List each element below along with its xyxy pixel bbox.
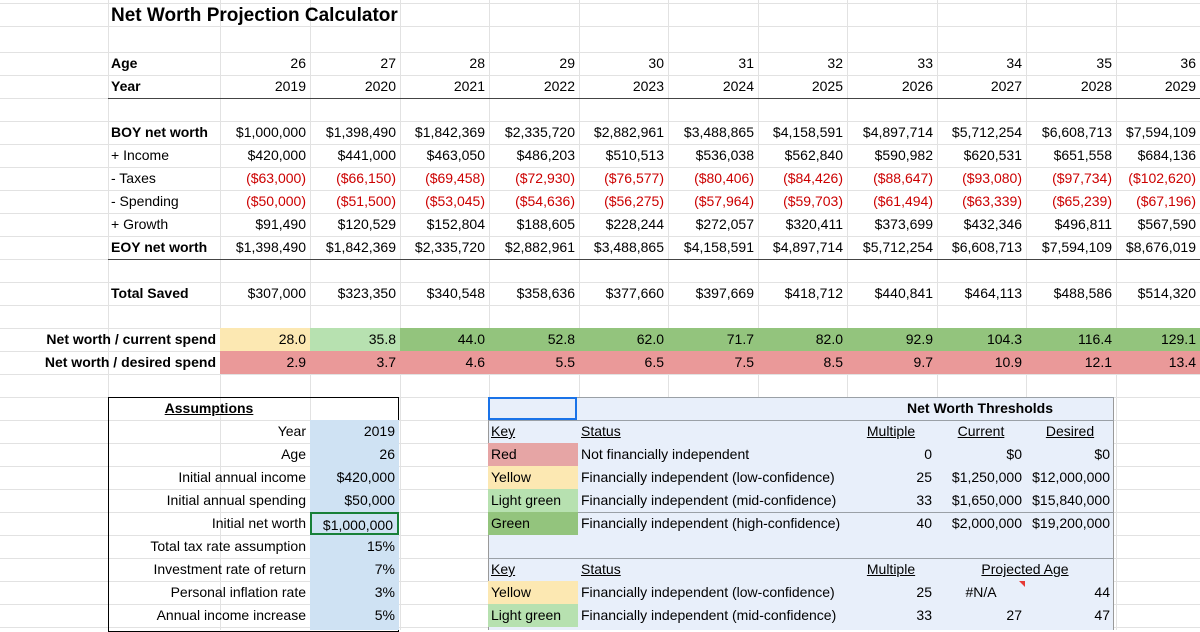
projected-header-age: Projected Age xyxy=(981,561,1069,577)
ratio-desired-cell[interactable]: 2.9 xyxy=(220,351,310,374)
row-separator xyxy=(108,259,1200,260)
assumptions-title: Assumptions xyxy=(164,400,254,416)
ratio-current-cell[interactable]: 71.7 xyxy=(668,328,758,351)
ratio-current-cell[interactable]: 92.9 xyxy=(847,328,937,351)
row-label: + Growth xyxy=(111,216,169,232)
year-cell[interactable]: 2023 xyxy=(632,78,664,94)
age-cell[interactable]: 26 xyxy=(290,55,306,71)
projection-cell[interactable]: ($65,239) xyxy=(1052,193,1112,209)
projection-cell[interactable]: $651,558 xyxy=(1053,147,1112,163)
ratio-desired-cell[interactable]: 3.7 xyxy=(310,351,400,374)
total-saved-cell[interactable]: $514,320 xyxy=(1137,285,1196,301)
ratio-current-cell[interactable]: 116.4 xyxy=(1026,328,1116,351)
projection-cell[interactable]: $5,712,254 xyxy=(862,239,933,255)
projection-cell[interactable]: $2,882,961 xyxy=(593,124,664,140)
threshold-status[interactable]: Financially independent (low-confidence) xyxy=(581,469,835,485)
ratio-current-label: Net worth / current spend xyxy=(46,331,216,347)
projected-multiple[interactable]: 33 xyxy=(916,607,932,623)
assumption-label: Initial annual income xyxy=(178,469,306,485)
threshold-key[interactable]: Light green xyxy=(488,489,578,512)
total-saved-cell[interactable]: $340,548 xyxy=(426,285,485,301)
projection-cell[interactable]: $684,136 xyxy=(1137,147,1196,163)
projection-cell[interactable]: $7,594,109 xyxy=(1041,239,1112,255)
projection-cell[interactable]: ($57,964) xyxy=(694,193,754,209)
projection-cell[interactable]: ($67,196) xyxy=(1136,193,1196,209)
projection-cell[interactable]: ($97,734) xyxy=(1052,170,1112,186)
projection-cell[interactable]: ($69,458) xyxy=(425,170,485,186)
age-cell[interactable]: 29 xyxy=(559,55,575,71)
projection-cell[interactable]: $188,605 xyxy=(516,216,575,232)
projection-cell[interactable]: $510,513 xyxy=(605,147,664,163)
projection-cell[interactable]: $567,590 xyxy=(1137,216,1196,232)
assumption-label: Initial annual spending xyxy=(166,492,306,508)
year-cell[interactable]: 2024 xyxy=(722,78,754,94)
projected-age-current[interactable]: 27 xyxy=(1006,607,1022,623)
projection-cell[interactable]: $4,897,714 xyxy=(772,239,843,255)
projection-cell[interactable]: $620,531 xyxy=(963,147,1022,163)
projected-status[interactable]: Financially independent (mid-confidence) xyxy=(581,607,837,623)
projection-cell[interactable]: $2,335,720 xyxy=(504,124,575,140)
projection-cell[interactable]: ($53,045) xyxy=(425,193,485,209)
projection-cell[interactable]: $2,335,720 xyxy=(414,239,485,255)
projection-cell[interactable]: $272,057 xyxy=(695,216,754,232)
ratio-desired-cell[interactable]: 9.7 xyxy=(847,351,937,374)
threshold-status[interactable]: Not financially independent xyxy=(581,446,750,462)
assumption-label: Personal inflation rate xyxy=(170,584,306,600)
assumption-label: Initial net worth xyxy=(211,515,306,531)
threshold-current[interactable]: $2,000,000 xyxy=(951,515,1022,531)
projection-cell[interactable]: $1,398,490 xyxy=(325,124,396,140)
age-cell[interactable]: 34 xyxy=(1006,55,1022,71)
year-cell[interactable]: 2020 xyxy=(364,78,396,94)
assumption-value-input[interactable]: 7% xyxy=(374,561,395,577)
header-multiple: Multiple xyxy=(866,423,916,439)
threshold-desired[interactable]: $0 xyxy=(1094,446,1110,462)
total-saved-cell[interactable]: $418,712 xyxy=(784,285,843,301)
total-saved-cell[interactable]: $397,669 xyxy=(695,285,754,301)
threshold-multiple[interactable]: 0 xyxy=(924,446,932,462)
threshold-current[interactable]: $0 xyxy=(1006,446,1022,462)
assumption-value-input[interactable]: 5% xyxy=(374,607,395,623)
threshold-desired[interactable]: $12,000,000 xyxy=(1032,469,1110,485)
projection-cell[interactable]: ($84,426) xyxy=(783,170,843,186)
assumption-label: Age xyxy=(281,446,306,462)
projection-cell[interactable]: $562,840 xyxy=(784,147,843,163)
threshold-desired[interactable]: $15,840,000 xyxy=(1032,492,1110,508)
projection-cell[interactable]: ($51,500) xyxy=(336,193,396,209)
projected-status[interactable]: Financially independent (low-confidence) xyxy=(581,584,835,600)
ratio-desired-cell[interactable]: 6.5 xyxy=(579,351,668,374)
projection-cell[interactable]: ($93,080) xyxy=(962,170,1022,186)
year-cell[interactable]: 2019 xyxy=(274,78,306,94)
year-cell[interactable]: 2029 xyxy=(1164,78,1196,94)
year-label: Year xyxy=(111,78,141,94)
projection-cell[interactable]: $4,897,714 xyxy=(862,124,933,140)
threshold-current[interactable]: $1,250,000 xyxy=(951,469,1022,485)
projection-cell[interactable]: $486,203 xyxy=(516,147,575,163)
projection-cell[interactable]: $441,000 xyxy=(337,147,396,163)
projected-header-multiple: Multiple xyxy=(866,561,916,577)
threshold-key[interactable]: Yellow xyxy=(488,466,578,489)
selected-cell[interactable] xyxy=(488,397,577,420)
ratio-current-cell[interactable]: 129.1 xyxy=(1116,328,1200,351)
ratio-desired-cell[interactable]: 5.5 xyxy=(489,351,579,374)
projection-cell[interactable]: $3,488,865 xyxy=(593,239,664,255)
projection-cell[interactable]: $373,699 xyxy=(874,216,933,232)
projection-cell[interactable]: $152,804 xyxy=(426,216,485,232)
ratio-desired-cell[interactable]: 7.5 xyxy=(668,351,758,374)
total-saved-cell[interactable]: $464,113 xyxy=(964,285,1022,301)
threshold-multiple[interactable]: 25 xyxy=(916,469,932,485)
projection-cell[interactable]: $5,712,254 xyxy=(951,124,1022,140)
ratio-desired-cell[interactable]: 4.6 xyxy=(400,351,489,374)
projection-cell[interactable]: $8,676,019 xyxy=(1125,239,1196,255)
ratio-current-cell[interactable]: 62.0 xyxy=(579,328,668,351)
projected-key[interactable]: Yellow xyxy=(488,581,578,604)
projection-cell[interactable]: $432,346 xyxy=(963,216,1022,232)
assumption-label: Annual income increase xyxy=(156,607,306,623)
projection-cell[interactable]: $120,529 xyxy=(337,216,396,232)
age-cell[interactable]: 36 xyxy=(1180,55,1196,71)
age-cell[interactable]: 31 xyxy=(738,55,754,71)
ratio-desired-label: Net worth / desired spend xyxy=(44,354,216,370)
age-cell[interactable]: 27 xyxy=(380,55,396,71)
projection-cell[interactable]: $3,488,865 xyxy=(683,124,754,140)
age-cell[interactable]: 32 xyxy=(827,55,843,71)
total-saved-cell[interactable]: $307,000 xyxy=(247,285,306,301)
year-cell[interactable]: 2025 xyxy=(811,78,843,94)
total-saved-label: Total Saved xyxy=(111,285,189,301)
assumption-value-input[interactable]: $420,000 xyxy=(336,469,395,485)
projection-cell[interactable]: ($102,620) xyxy=(1128,170,1196,186)
projection-cell[interactable]: $536,038 xyxy=(695,147,754,163)
projected-header-key: Key xyxy=(491,561,516,577)
header-status: Status xyxy=(581,423,621,439)
ratio-desired-cell[interactable]: 13.4 xyxy=(1116,351,1200,374)
ratio-current-cell[interactable]: 82.0 xyxy=(758,328,847,351)
projected-key[interactable]: Light green xyxy=(488,604,578,627)
projection-cell[interactable]: $320,411 xyxy=(785,216,843,232)
row-label: - Spending xyxy=(111,193,179,209)
assumption-value-input[interactable]: 2019 xyxy=(363,423,395,439)
year-cell[interactable]: 2028 xyxy=(1080,78,1112,94)
age-cell[interactable]: 30 xyxy=(648,55,664,71)
year-cell[interactable]: 2022 xyxy=(543,78,575,94)
threshold-key[interactable]: Green xyxy=(488,512,578,535)
ratio-desired-cell[interactable]: 12.1 xyxy=(1026,351,1116,374)
projection-cell[interactable]: ($76,577) xyxy=(604,170,664,186)
assumption-label: Total tax rate assumption xyxy=(150,538,306,554)
page-title: Net Worth Projection Calculator xyxy=(111,5,398,26)
ratio-desired-cell[interactable]: 10.9 xyxy=(937,351,1026,374)
age-cell[interactable]: 33 xyxy=(917,55,933,71)
year-cell[interactable]: 2026 xyxy=(901,78,933,94)
projection-cell[interactable]: ($59,703) xyxy=(783,193,843,209)
year-cell[interactable]: 2027 xyxy=(990,78,1022,94)
projection-cell[interactable]: $91,490 xyxy=(255,216,306,232)
projection-cell[interactable]: ($88,647) xyxy=(873,170,933,186)
projection-cell[interactable]: $228,244 xyxy=(605,216,664,232)
total-saved-cell[interactable]: $488,586 xyxy=(1053,285,1112,301)
year-cell[interactable]: 2021 xyxy=(453,78,485,94)
projection-cell[interactable]: $4,158,591 xyxy=(772,124,843,140)
comment-indicator-icon[interactable] xyxy=(1019,581,1025,587)
projection-cell[interactable]: ($72,930) xyxy=(515,170,575,186)
assumption-label: Investment rate of return xyxy=(153,561,306,577)
age-label: Age xyxy=(111,55,138,71)
threshold-current[interactable]: $1,650,000 xyxy=(951,492,1022,508)
projection-cell[interactable]: $4,158,591 xyxy=(683,239,754,255)
projection-cell[interactable]: $496,811 xyxy=(1054,216,1112,232)
projected-age-desired[interactable]: 47 xyxy=(1094,607,1110,623)
assumption-value-input[interactable]: 15% xyxy=(366,538,395,554)
total-saved-cell[interactable]: $358,636 xyxy=(516,285,575,301)
projection-cell[interactable]: $1,398,490 xyxy=(235,239,306,255)
ratio-current-cell[interactable]: 35.8 xyxy=(310,328,400,351)
projection-cell[interactable]: ($80,406) xyxy=(694,170,754,186)
projection-cell[interactable]: ($63,000) xyxy=(246,170,306,186)
projection-cell[interactable]: $1,842,369 xyxy=(414,124,485,140)
threshold-multiple[interactable]: 33 xyxy=(916,492,932,508)
threshold-status[interactable]: Financially independent (mid-confidence) xyxy=(581,492,837,508)
projected-multiple[interactable]: 25 xyxy=(916,584,932,600)
projection-cell[interactable]: ($61,494) xyxy=(873,193,933,209)
projection-cell[interactable]: $6,608,713 xyxy=(1041,124,1112,140)
projection-cell[interactable]: $420,000 xyxy=(247,147,306,163)
header-current: Current xyxy=(957,423,1005,439)
projection-cell[interactable]: ($63,339) xyxy=(962,193,1022,209)
projection-cell[interactable]: $7,594,109 xyxy=(1125,124,1196,140)
threshold-key[interactable]: Red xyxy=(488,443,578,466)
projection-cell[interactable]: ($66,150) xyxy=(336,170,396,186)
header-desired: Desired xyxy=(1045,423,1095,439)
assumption-label: Year xyxy=(277,423,306,439)
row-label: - Taxes xyxy=(111,170,156,186)
projection-cell[interactable]: $6,608,713 xyxy=(951,239,1022,255)
threshold-status[interactable]: Financially independent (high-confidence) xyxy=(581,515,841,531)
row-separator xyxy=(108,98,1200,99)
ratio-current-cell[interactable]: 28.0 xyxy=(220,328,310,351)
projected-age-current[interactable]: #N/A xyxy=(965,584,997,600)
total-saved-cell[interactable]: $377,660 xyxy=(605,285,664,301)
projection-cell[interactable]: ($50,000) xyxy=(246,193,306,209)
ratio-current-cell[interactable]: 44.0 xyxy=(400,328,489,351)
projection-cell[interactable]: ($56,275) xyxy=(604,193,664,209)
thresholds-title: Net Worth Thresholds xyxy=(907,400,1053,416)
ratio-current-cell[interactable]: 52.8 xyxy=(489,328,579,351)
projection-cell[interactable]: $1,000,000 xyxy=(235,124,306,140)
age-cell[interactable]: 28 xyxy=(469,55,485,71)
assumption-value-input[interactable]: 26 xyxy=(379,446,395,462)
projection-cell[interactable]: $590,982 xyxy=(874,147,933,163)
projection-cell[interactable]: $1,842,369 xyxy=(325,239,396,255)
projection-cell[interactable]: $2,882,961 xyxy=(504,239,575,255)
age-cell[interactable]: 35 xyxy=(1096,55,1112,71)
assumption-value-input[interactable]: $1,000,000 xyxy=(310,512,399,535)
projected-age-desired[interactable]: 44 xyxy=(1094,584,1110,600)
projection-cell[interactable]: ($54,636) xyxy=(515,193,575,209)
projection-cell[interactable]: $463,050 xyxy=(426,147,485,163)
assumption-value-input[interactable]: $50,000 xyxy=(344,492,395,508)
row-label: EOY net worth xyxy=(111,239,208,255)
threshold-desired[interactable]: $19,200,000 xyxy=(1032,515,1110,531)
ratio-current-cell[interactable]: 104.3 xyxy=(937,328,1026,351)
total-saved-cell[interactable]: $440,841 xyxy=(874,285,933,301)
threshold-multiple[interactable]: 40 xyxy=(916,515,932,531)
total-saved-cell[interactable]: $323,350 xyxy=(337,285,396,301)
assumption-value-input[interactable]: 3% xyxy=(374,584,395,600)
projected-header-status: Status xyxy=(581,561,621,577)
ratio-desired-cell[interactable]: 8.5 xyxy=(758,351,847,374)
row-label: BOY net worth xyxy=(111,124,208,140)
row-label: + Income xyxy=(111,147,169,163)
header-key: Key xyxy=(491,423,516,439)
